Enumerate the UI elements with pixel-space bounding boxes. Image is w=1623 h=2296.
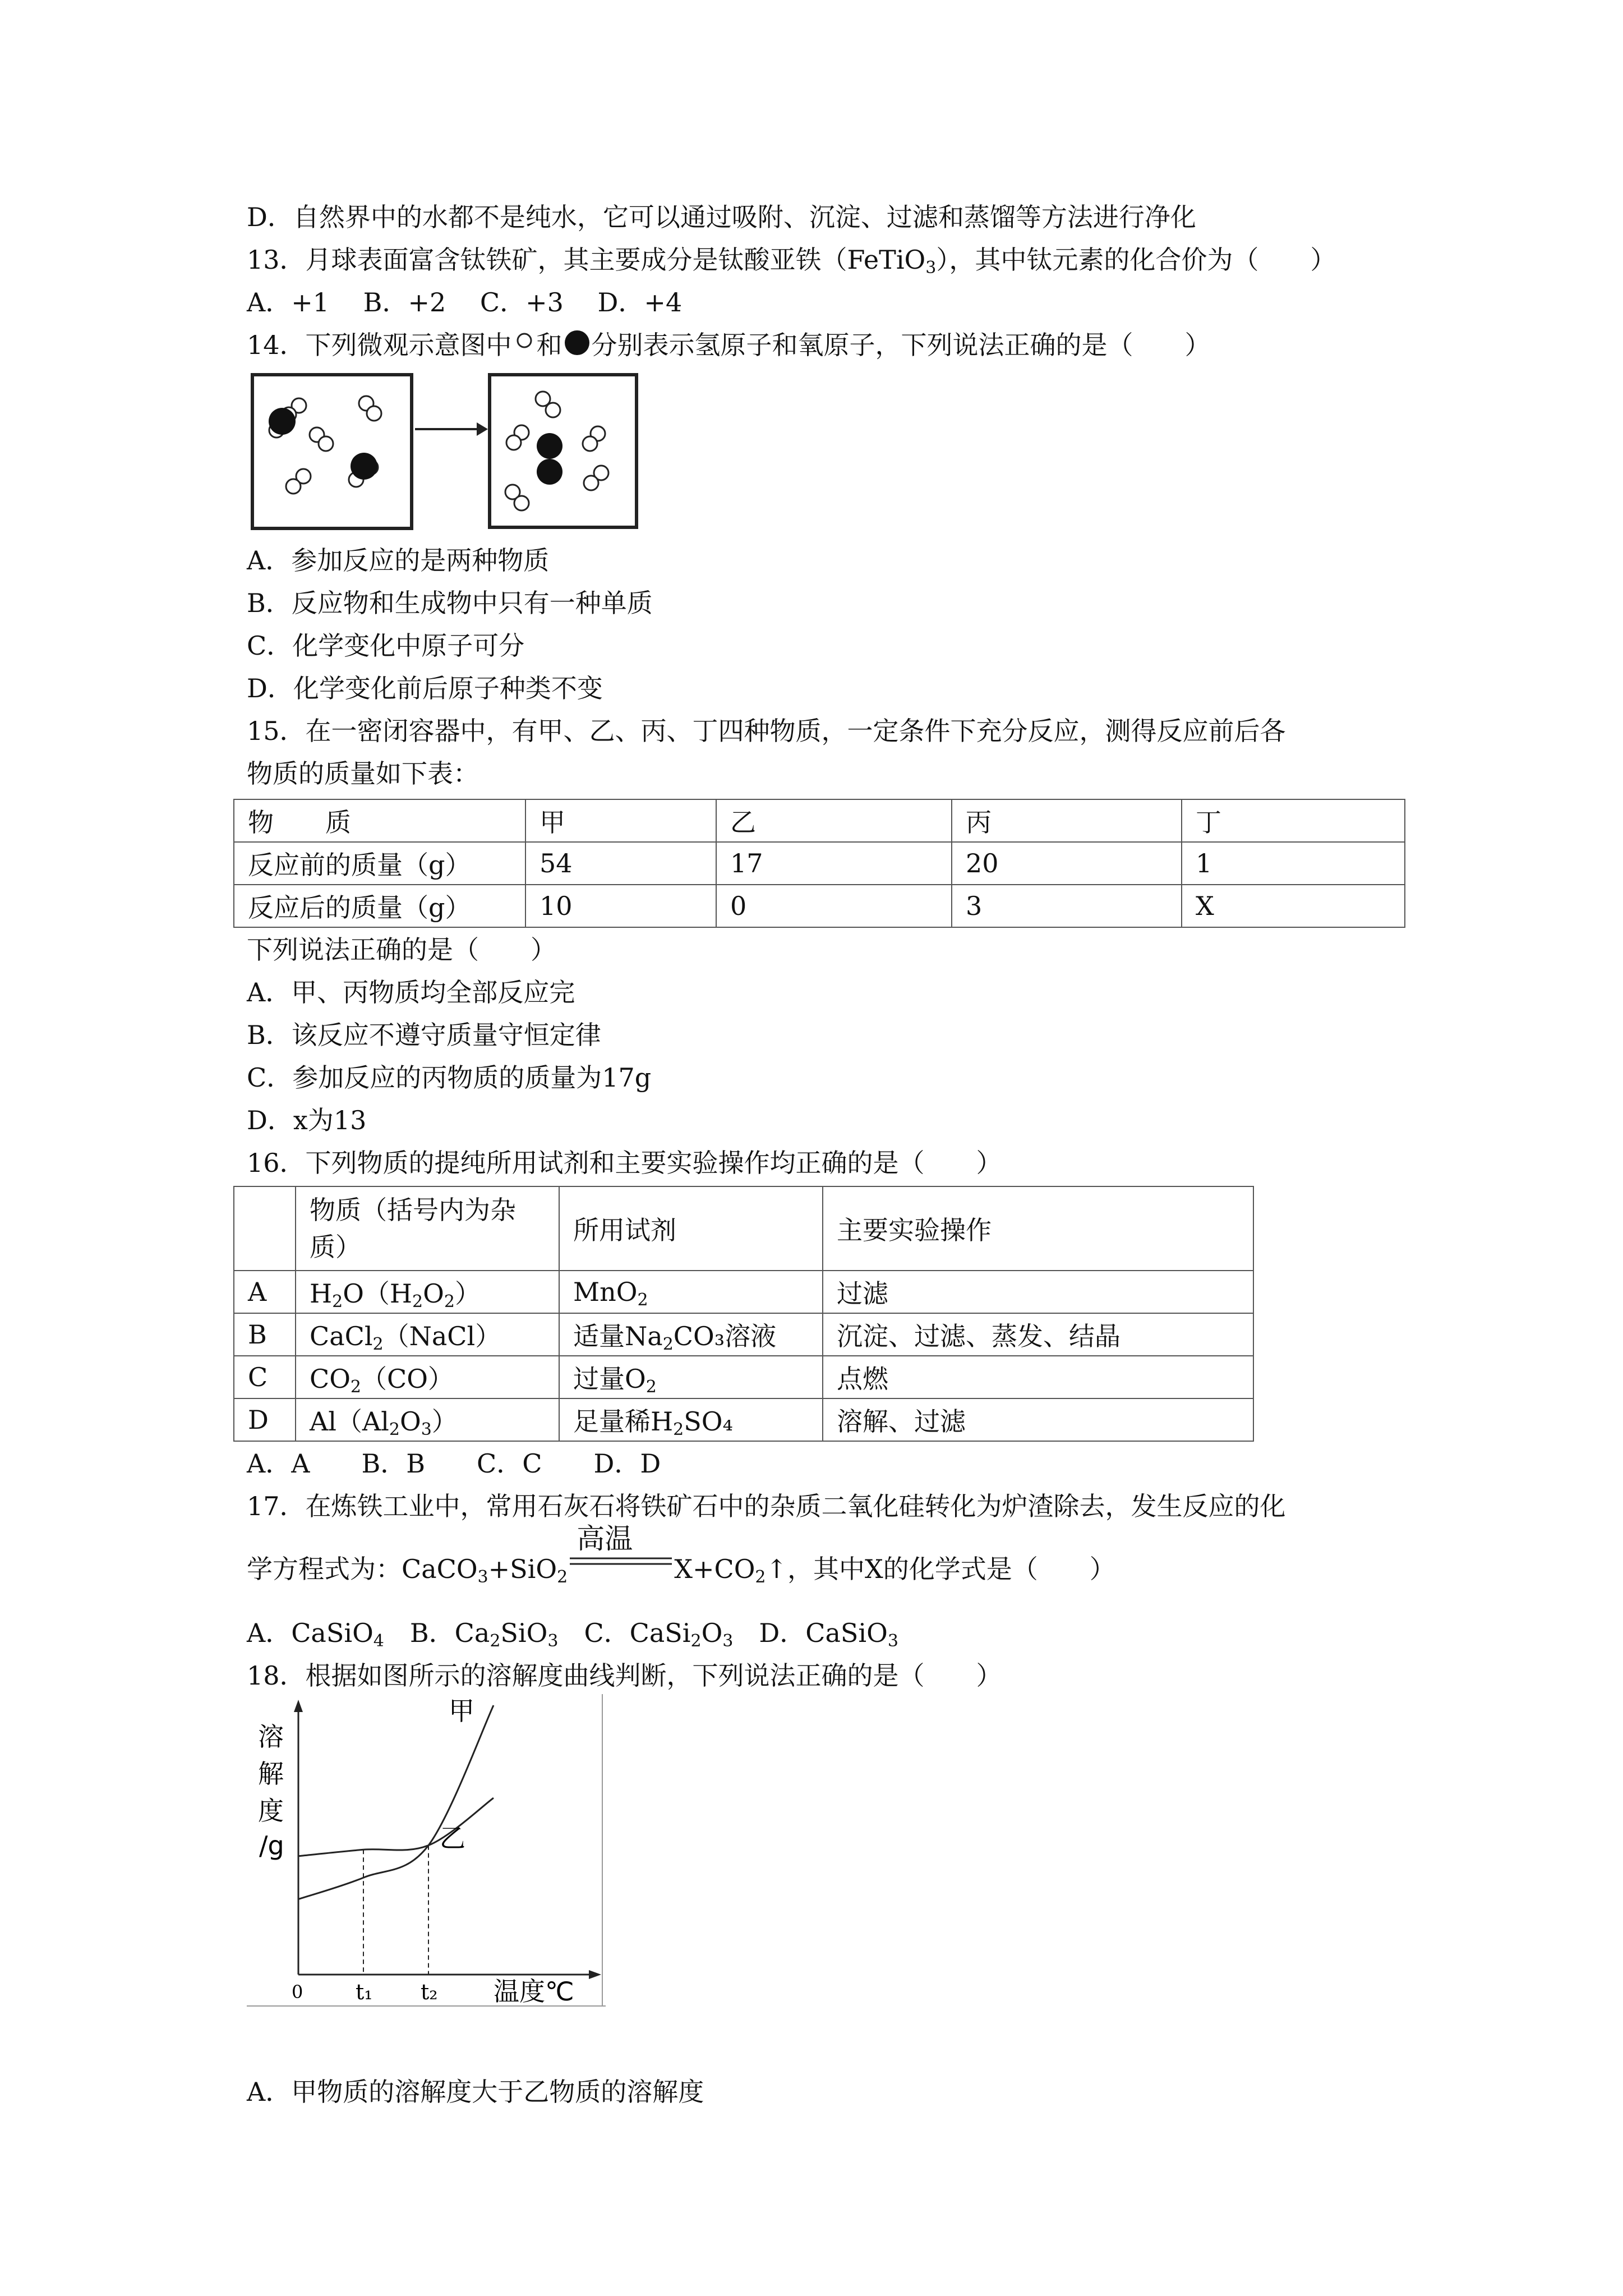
table-cell: X: [1182, 885, 1405, 927]
q14-option-d: D．化学变化前后原子种类不变: [247, 673, 603, 703]
reaction-before-box: [251, 373, 413, 530]
formula-sub: 2: [490, 1631, 501, 1651]
series-label-2: 乙: [440, 1823, 465, 1854]
q13-post: ），其中钛元素的化合价为（ ）: [936, 245, 1336, 275]
q17-eq-c: X+CO: [674, 1554, 755, 1584]
q16-options: A．A B．B C．C D．D: [247, 1448, 661, 1479]
table-cell: C: [234, 1356, 296, 1398]
table-cell: [296, 1186, 559, 1271]
formula-part: O: [399, 1406, 421, 1437]
table-cell: 溶解、过滤: [823, 1398, 1253, 1441]
q13-options: A．+1 B．+2 C．+3 D．+4: [247, 287, 683, 318]
table-cell: 主要实验操作: [823, 1186, 1253, 1271]
q16-stem: 16．下列物质的提纯所用试剂和主要实验操作均正确的是（ ）: [247, 1148, 1002, 1178]
table-cell: [559, 1271, 823, 1313]
table-cell: 反应前的质量（g）: [234, 842, 525, 885]
q17-equation: [247, 1522, 1115, 1587]
formula-part: CO: [310, 1364, 351, 1394]
formula-sub: 2: [645, 1377, 657, 1397]
table-cell: B: [234, 1313, 296, 1356]
reagent-part: SO₄: [684, 1406, 733, 1437]
reagent-part: CO₃溶液: [673, 1321, 777, 1351]
table-cell: A: [234, 1271, 296, 1313]
q14-stem: [247, 328, 1211, 362]
table-cell: 点燃: [823, 1356, 1253, 1398]
formula-sub: 2: [755, 1567, 766, 1587]
formula-sub: 2: [444, 1292, 455, 1312]
table-cell: 10: [525, 885, 716, 927]
x-tick-label: t₁: [356, 1980, 373, 2004]
ylabel-char: 解: [258, 1759, 284, 1789]
formula-part: Al（Al: [310, 1406, 389, 1437]
table-cell: [559, 1313, 823, 1356]
reaction-arrow-icon: [415, 418, 488, 440]
oxygen-atom-icon: [562, 328, 592, 357]
table-cell: [559, 1398, 823, 1441]
x-axis-arrow-icon: [589, 1970, 601, 1979]
header-substance-line1: 物质（括号内为杂: [310, 1195, 516, 1225]
table-row: [234, 842, 1405, 885]
formula-part: CaCl: [310, 1321, 373, 1351]
formula-sub: 3: [887, 1631, 898, 1651]
option-b: B．Ca: [384, 1618, 490, 1648]
table-cell: [234, 1186, 296, 1271]
table-cell: [296, 1313, 559, 1356]
x-axis-label: 温度℃: [494, 1976, 574, 2007]
table-row: [234, 885, 1405, 927]
table-cell: 1: [1182, 842, 1405, 885]
table-cell: 丙: [952, 799, 1182, 842]
formula-sub: 2: [350, 1377, 362, 1397]
q15-stem-line1: 15．在一密闭容器中，有甲、乙、丙、丁四种物质，一定条件下充分反应，测得反应前后各: [247, 716, 1286, 746]
origin-label: 0: [292, 1981, 303, 2003]
header-substance-line2: 质）: [310, 1232, 361, 1262]
reagent-part: 足量稀H: [573, 1406, 674, 1437]
formula-sub: 3: [547, 1631, 559, 1651]
q15-option-b: B．该反应不遵守质量守恒定律: [247, 1020, 601, 1050]
formula-part: （NaCl）: [383, 1321, 501, 1351]
q16-purification-table: [233, 1186, 1254, 1442]
series-label-1: 甲: [449, 1696, 474, 1726]
option-d: D．CaSiO: [733, 1618, 888, 1648]
q13-subscript: 3: [925, 258, 937, 278]
q14-stem-b: 和: [536, 330, 562, 360]
formula-sub: 2: [673, 1420, 684, 1439]
q15-option-c: C．参加反应的丙物质的质量为17g: [247, 1062, 652, 1093]
reagent-part: 过量O: [573, 1364, 646, 1394]
formula-sub: 2: [690, 1631, 702, 1651]
table-cell: 反应后的质量（g）: [234, 885, 525, 927]
table-cell: [296, 1271, 559, 1313]
table-cell: [296, 1356, 559, 1398]
q18-option-a: A．甲物质的溶解度大于乙物质的溶解度: [247, 2077, 704, 2107]
y-axis-arrow-icon: [294, 1700, 303, 1712]
ylabel-char: 溶: [258, 1722, 284, 1752]
formula-part: （CO）: [361, 1364, 454, 1394]
q15-option-a: A．甲、丙物质均全部反应完: [247, 977, 575, 1007]
q17-eq-b: +SiO: [488, 1554, 557, 1584]
ylabel-char: 度: [258, 1796, 284, 1826]
formula-part: ）: [454, 1278, 481, 1309]
table-cell: 丁: [1182, 799, 1405, 842]
table-cell: 乙: [716, 799, 952, 842]
reaction-condition: [568, 1522, 674, 1586]
table-cell: 3: [952, 885, 1182, 927]
table-cell: 17: [716, 842, 952, 885]
formula-part: ）: [431, 1406, 458, 1437]
table-cell: 过滤: [823, 1271, 1253, 1313]
table-cell: [559, 1356, 823, 1398]
formula-part: O（H: [343, 1278, 413, 1309]
table-header-row: [234, 799, 1405, 842]
table-cell: 物 质: [234, 799, 525, 842]
table-cell: 54: [525, 842, 716, 885]
table-row: [234, 1398, 1253, 1441]
reactant-molecules: [254, 376, 410, 527]
x-tick-label: t₂: [421, 1980, 438, 2004]
table-row: [234, 1271, 1253, 1313]
formula-sub: 3: [421, 1420, 432, 1439]
table-cell: 20: [952, 842, 1182, 885]
formula-sub: 2: [412, 1292, 423, 1312]
formula-sub: 4: [373, 1631, 384, 1651]
q13-stem: [247, 242, 1336, 277]
reagent-part: MnO: [573, 1277, 638, 1307]
table-cell: 甲: [525, 799, 716, 842]
q17-eq-d: ↑，其中X的化学式是（ ）: [766, 1554, 1115, 1584]
table-cell: 所用试剂: [559, 1186, 823, 1271]
formula-sub: 2: [662, 1335, 674, 1354]
formula-sub: 2: [557, 1567, 568, 1587]
formula-sub: 2: [389, 1420, 400, 1439]
hydrogen-atom-icon: [512, 332, 537, 356]
q17-options: [247, 1616, 898, 1650]
product-molecules: [491, 376, 635, 526]
option-b-mid: SiO: [500, 1618, 548, 1648]
q15-stem-line2: 物质的质量如下表：: [247, 758, 479, 789]
formula-sub: 3: [477, 1567, 488, 1587]
q15-option-d: D．x为13: [247, 1105, 367, 1135]
table-cell: 沉淀、过滤、蒸发、结晶: [823, 1313, 1253, 1356]
solubility-chart: [247, 1694, 606, 2008]
q17-stem-line1: 17．在炼铁工业中，常用石灰石将铁矿石中的杂质二氧化硅转化为炉渣除去，发生反应的化: [247, 1491, 1286, 1521]
ylabel-char: /g: [259, 1830, 284, 1861]
equals-sign-icon: [568, 1555, 674, 1572]
q15-question: 下列说法正确的是（ ）: [247, 935, 556, 965]
condition-label: 高温: [577, 1522, 633, 1555]
formula-sub: 2: [332, 1292, 343, 1312]
q12-option-d: D．自然界中的水都不是纯水，它可以通过吸附、沉淀、过滤和蒸馏等方法进行净化: [247, 202, 1196, 232]
formula-part: H: [310, 1278, 333, 1309]
table-row: [234, 1356, 1253, 1398]
option-c-mid: O: [701, 1618, 723, 1648]
q18-stem: 18．根据如图所示的溶解度曲线判断，下列说法正确的是（ ）: [247, 1660, 1002, 1691]
q14-option-b: B．反应物和生成物中只有一种单质: [247, 588, 653, 618]
solubility-chart-svg: [247, 1694, 606, 2008]
option-c: C．CaSi: [558, 1618, 691, 1648]
reagent-part: 适量Na: [573, 1321, 663, 1351]
q14-stem-a: 14．下列微观示意图中: [247, 330, 512, 360]
series-line-1: [298, 1705, 494, 1899]
q15-mass-table: [233, 799, 1405, 928]
table-cell: [296, 1398, 559, 1441]
table-cell: D: [234, 1398, 296, 1441]
formula-sub: 2: [372, 1335, 384, 1354]
formula-part: O: [423, 1278, 444, 1309]
q17-eq-a: 学方程式为：CaCO: [247, 1554, 478, 1584]
q14-option-c: C．化学变化中原子可分: [247, 631, 525, 661]
table-row: [234, 1313, 1253, 1356]
table-header-row: [234, 1186, 1253, 1271]
y-axis-label: [258, 1722, 284, 1861]
q14-stem-c: 分别表示氢原子和氧原子，下列说法正确的是（ ）: [591, 330, 1211, 360]
formula-sub: 3: [722, 1631, 734, 1651]
reaction-after-box: [488, 373, 638, 529]
q13-pre: 13．月球表面富含钛铁矿，其主要成分是钛酸亚铁（FeTiO: [247, 245, 926, 275]
table-cell: 0: [716, 885, 952, 927]
q14-option-a: A．参加反应的是两种物质: [247, 545, 550, 576]
option-a: A．CaSiO: [247, 1618, 374, 1648]
formula-sub: 2: [637, 1290, 648, 1310]
